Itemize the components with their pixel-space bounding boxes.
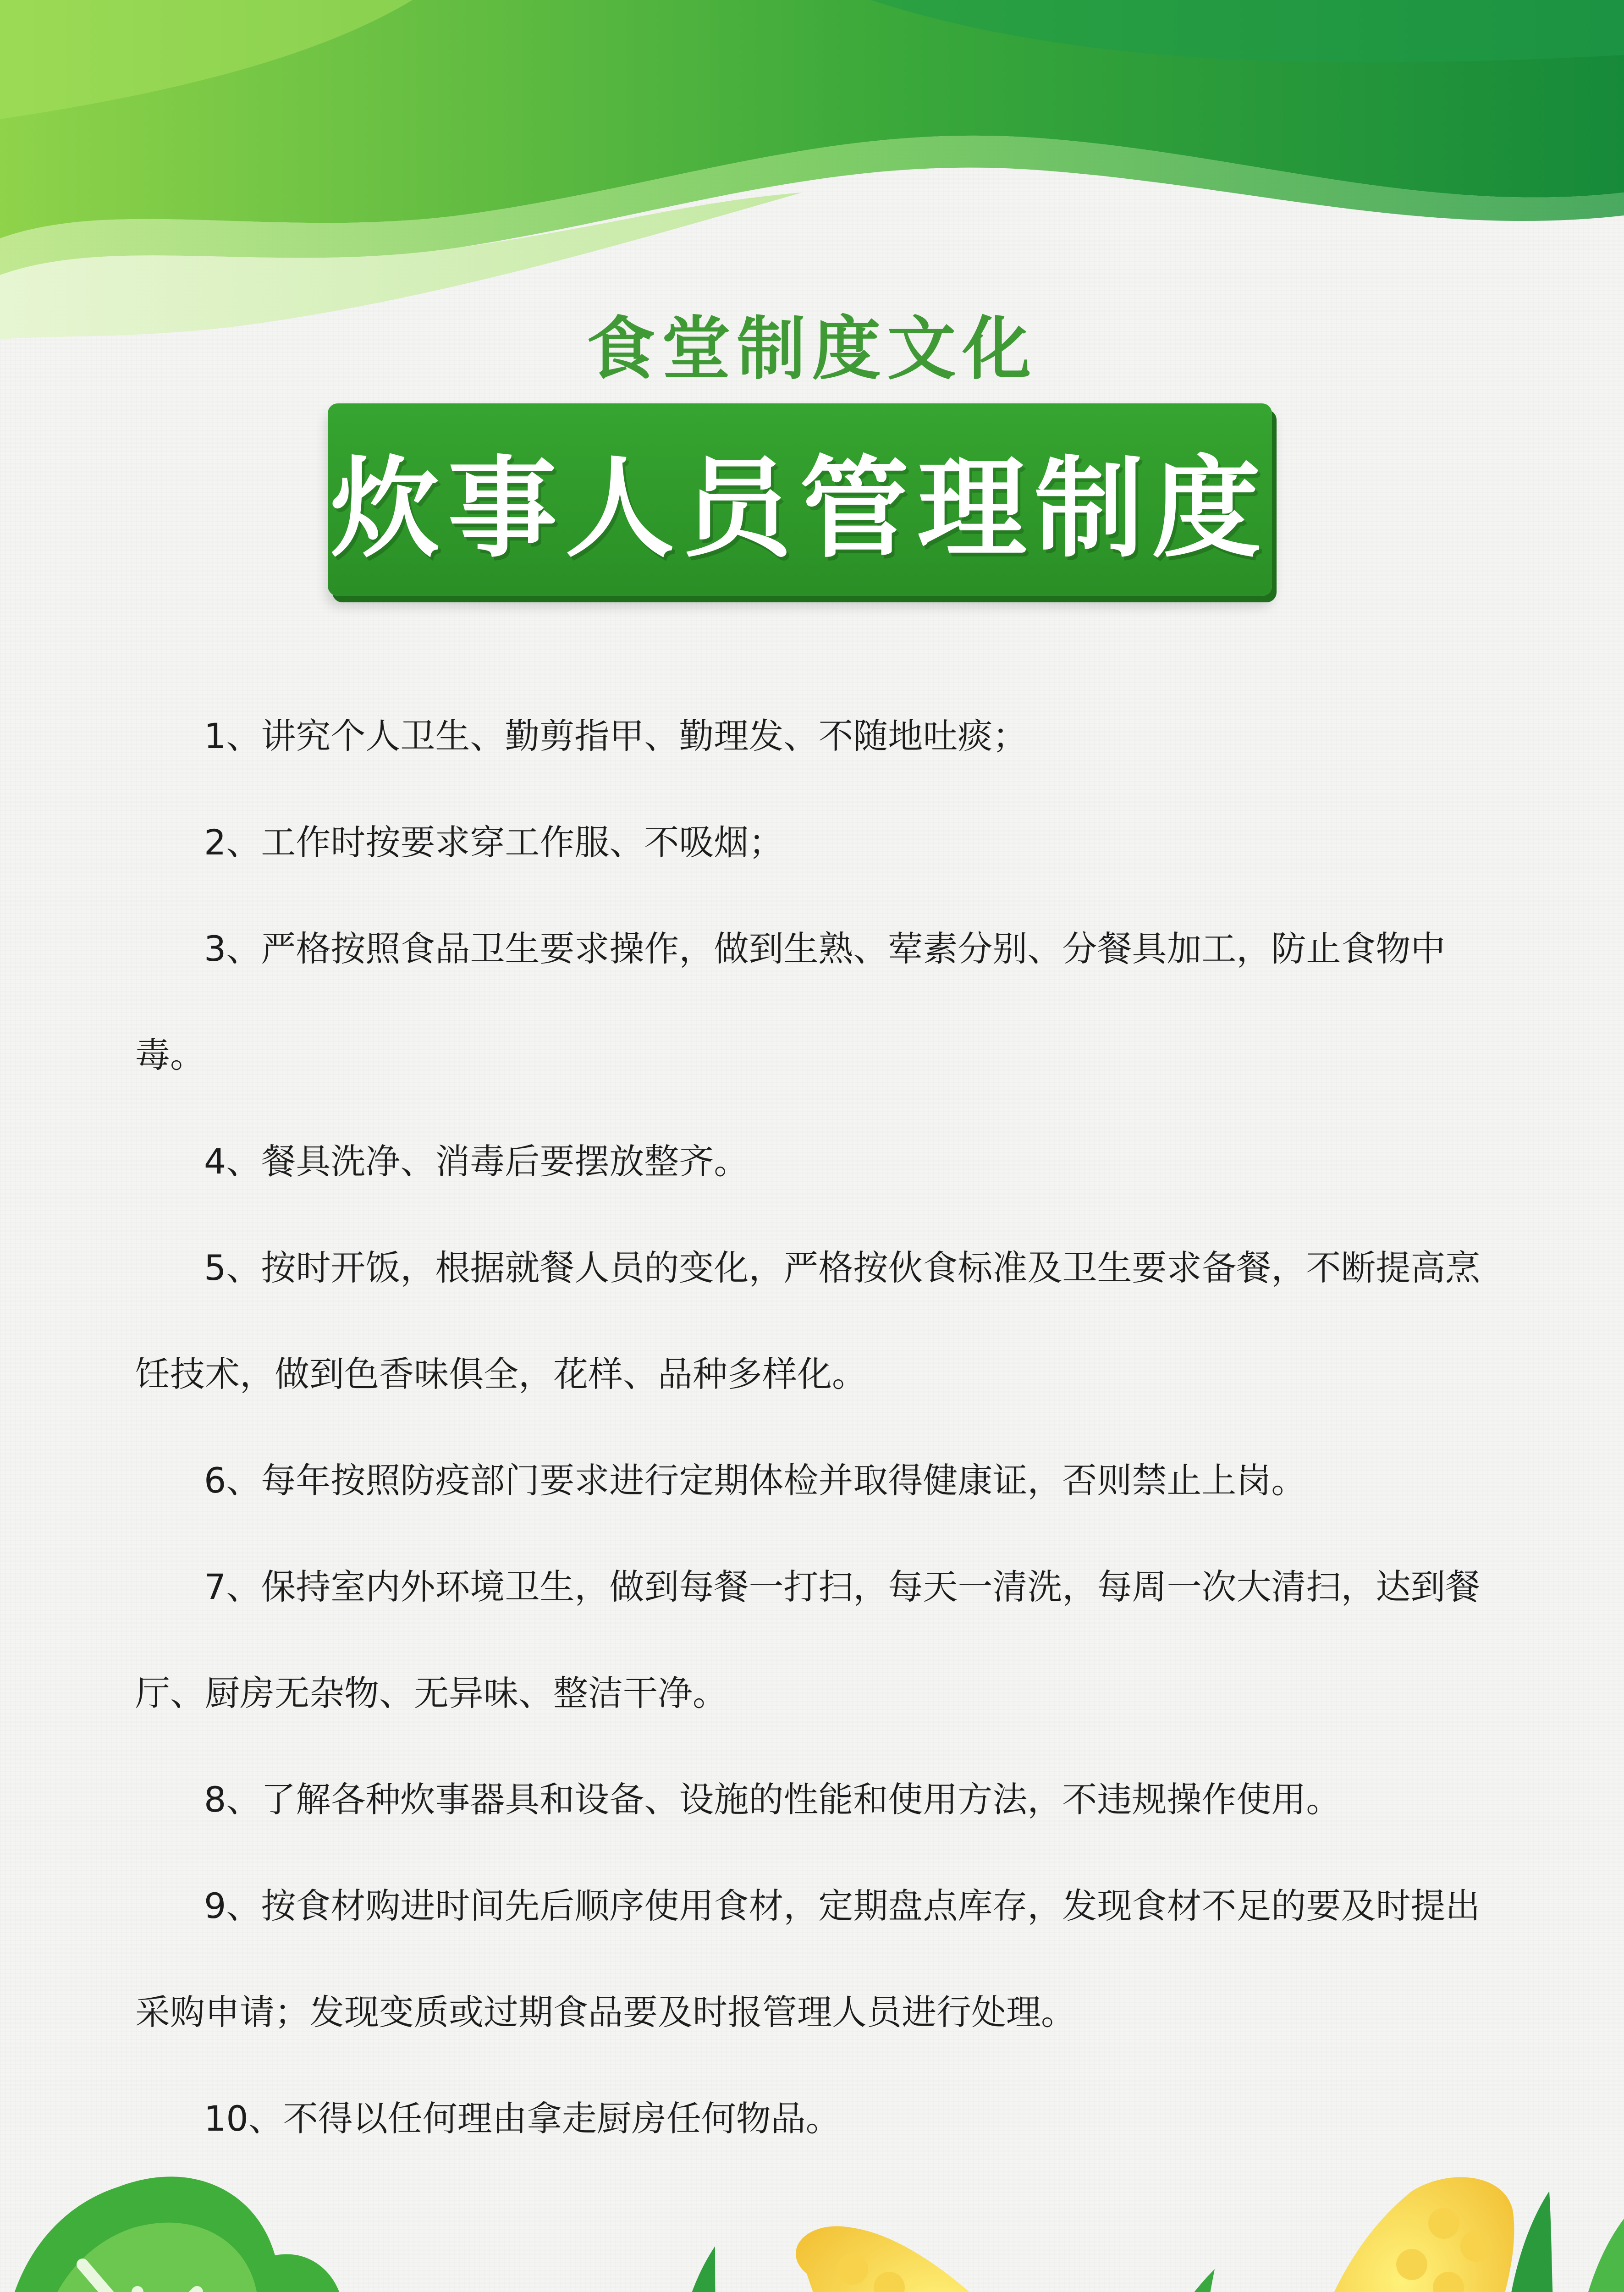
rule-item-5: 5、按时开饭，根据就餐人员的变化，严格按伙食标准及卫生要求备餐，不断提高烹饪技术，做到色香味俱全，花样、品种多样化。 xyxy=(135,1247,1481,1394)
rule-item-9: 9、按食材购进时间先后顺序使用食材，定期盘点库存，发现食材不足的要及时提出采购申请；发现变质或过期食品要及时报管理人员进行处理。 xyxy=(135,1885,1481,2033)
rule-item-4: 4、餐具洗净、消毒后要摆放整齐。 xyxy=(204,1141,749,1182)
corn-icon xyxy=(1265,2177,1514,2292)
page-subtitle: 食堂制度文化 xyxy=(586,309,1038,389)
rule-item-7: 7、保持室内外环境卫生，做到每餐一打扫，每天一清洗，每周一次大清扫，达到餐厅、厨房无杂物、无异味、整洁干净。 xyxy=(135,1566,1481,1713)
rule-item-1: 1、讲究个人卫生、勤剪指甲、勤理发、不随地吐痰； xyxy=(204,716,1028,756)
rule-item-10: 10、不得以任何理由拿走厨房任何物品。 xyxy=(204,2098,841,2139)
rules-list xyxy=(135,683,1492,2172)
corn-icon xyxy=(788,2226,1082,2292)
vegetable-decoration xyxy=(0,2054,1624,2292)
lettuce-icon xyxy=(2,2176,344,2292)
page-title: 炊事人员管理制度 xyxy=(330,446,1269,573)
rule-item-2: 2、工作时按要求穿工作服、不吸烟； xyxy=(204,822,784,863)
rule-item-8: 8、了解各种炊事器具和设备、设施的性能和使用方法，不违规操作使用。 xyxy=(204,1779,1341,1820)
title-banner xyxy=(328,403,1272,596)
rule-item-6: 6、每年按照防疫部门要求进行定期体检并取得健康证，否则禁止上岗。 xyxy=(204,1460,1306,1501)
rule-item-3: 3、严格按照食品卫生要求操作，做到生熟、荤素分别、分餐具加工，防止食物中毒。 xyxy=(135,928,1446,1075)
